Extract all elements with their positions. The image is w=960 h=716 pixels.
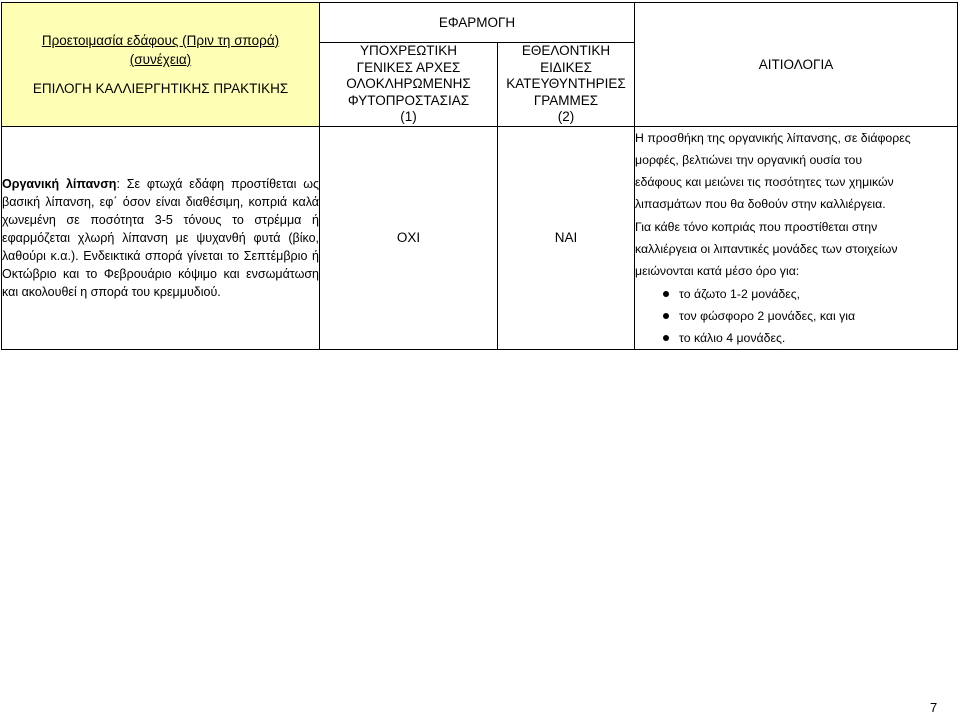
practice-header-label: ΕΠΙΛΟΓΗ ΚΑΛΛΙΕΡΓΗΤΙΚΗΣ ΠΡΑΚΤΙΚΗΣ [32,80,289,96]
mandatory-header-line: ΦΥΤΟΠΡΟΣΤΑΣΙΑΣ [347,92,470,108]
reason-line: Για κάθε τόνο κοπριάς που προστίθεται στην [635,219,878,234]
reason-line: Η προσθήκη της οργανικής λίπανσης, σε διάφορες [635,130,911,145]
practice-table [1,2,958,350]
voluntary-header-line: ΓΡΑΜΜΕΣ [533,92,599,108]
bullet-icon [663,313,669,319]
bullet-icon [663,291,669,297]
voluntary-header [498,43,635,127]
reason-line: μειώνονται κατά μέσο όρο για: [635,264,800,279]
reason-line: καλλιέργεια οι λιπαντικές μονάδες των στοιχείων [635,241,898,256]
section-title: Προετοιμασία εδάφους (Πριν τη σπορά) [41,32,280,48]
practice-text: : Σε φτωχά εδάφη προστίθεται ως βασική λίπανση, εφ΄ όσον είναι διαθέσιμη, κοπριά καλά χωνεμένη σε ποσότητα 3-5 τόνους το στρέμμα ή εφαρμόζεται χλωρή λίπανση με ψυχανθή φυτά (βίκο, λαθούρι κ.α.). Ενδεικτικά σπορά γίνεται το Σεπτέμβριο ή Οκτώβριο και το Φεβρουάριο κόψιμο και ενσωμάτωση και ακολουθεί η σπορά του κρεμμυδιού. [2,176,319,299]
practice-name: Οργανική λίπανση [2,176,117,191]
list-item-text: το άζωτο 1-2 μονάδες, [679,286,801,301]
reason-line: μορφές, βελτιώνει την οργανική ουσία του [635,152,863,167]
application-header: ΕΦΑΡΜΟΓΗ [320,3,635,43]
mandatory-header-line: ΓΕΝΙΚΕΣ ΑΡΧΕΣ [356,59,461,75]
nutrient-list [635,283,957,350]
reason-line: εδάφους και μειώνει τις ποσότητες των χημικών [635,175,894,190]
mandatory-header [320,43,498,127]
mandatory-header-line: ΥΠΟΧΡΕΩΤΙΚΗ [359,43,458,58]
practice-column-header [2,3,320,127]
voluntary-value: ΝΑΙ [498,126,635,350]
mandatory-header-line: (1) [400,109,417,124]
reasoning-cell [635,126,958,350]
list-item [663,283,957,305]
voluntary-header-line: ΕΙΔΙΚΕΣ [540,59,592,75]
list-item [663,305,957,327]
page-number: 7 [930,700,938,715]
voluntary-header-line: ΕΘΕΛΟΝΤΙΚΗ [521,43,611,58]
voluntary-header-line: ΚΑΤΕΥΘΥΝΤΗΡΙΕΣ [506,76,626,91]
bullet-icon [663,335,669,341]
mandatory-value: ΟΧΙ [320,126,498,350]
reason-line: λιπασμάτων που θα δοθούν στην καλλιέργεια. [635,197,886,212]
voluntary-header-line: (2) [557,109,575,124]
reasoning-header: ΑΙΤΙΟΛΟΓΙΑ [635,3,958,127]
list-item-text: τον φώσφορο 2 μονάδες, και για [679,308,856,323]
mandatory-header-line: ΟΛΟΚΛΗΡΩΜΕΝΗΣ [346,76,471,91]
section-subtitle: (συνέχεια) [129,51,192,67]
list-item-text: το κάλιο 4 μονάδες. [679,331,786,346]
practice-description [2,126,320,350]
list-item [663,327,957,349]
